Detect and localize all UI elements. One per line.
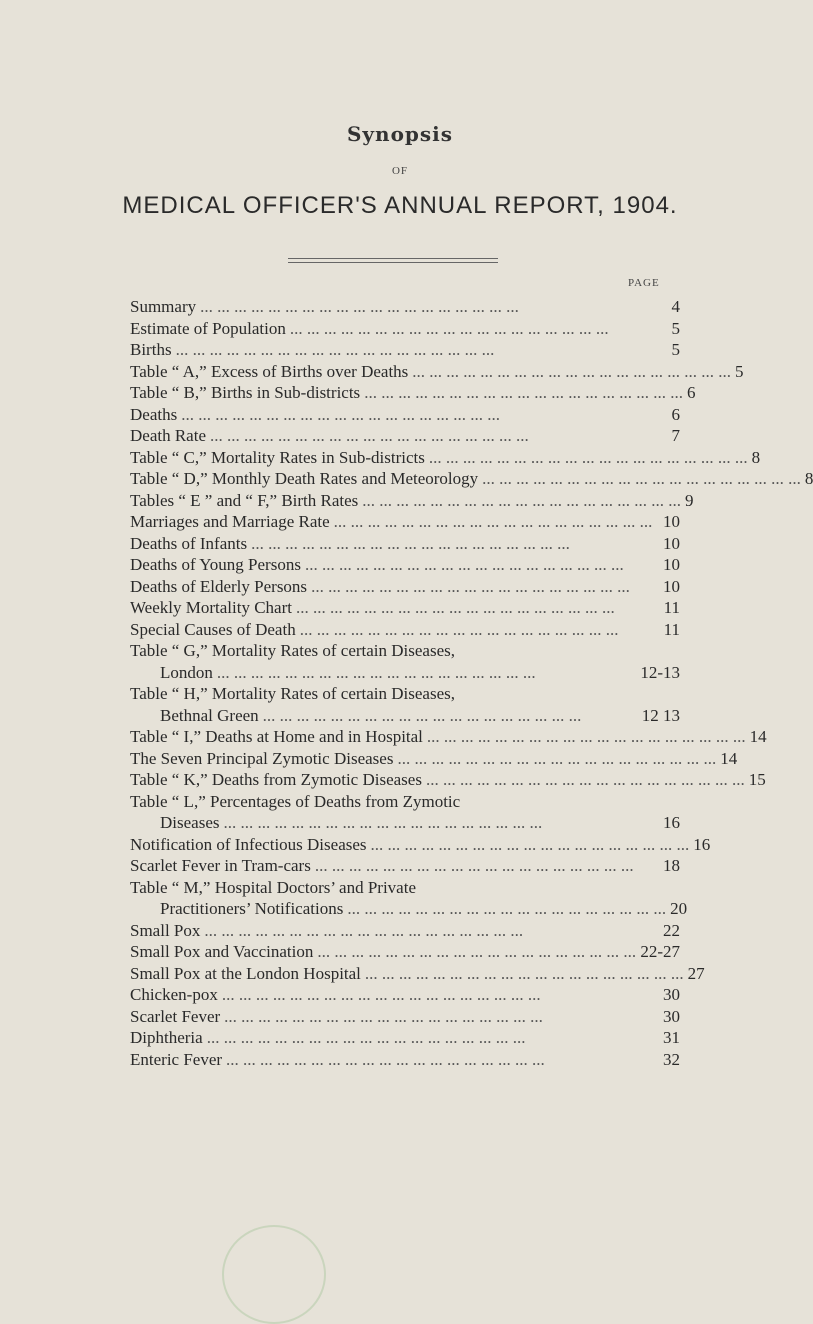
toc-entry-label: Table “ I,” Deaths at Home and in Hospital — [130, 727, 423, 746]
toc-entry-label: Marriages and Marriage Rate — [130, 512, 330, 531]
toc-entry — [130, 791, 680, 813]
dot-leader: ... ... ... ... ... ... ... ... ... ... ... ... ... ... ... ... ... ... ... — [362, 490, 682, 510]
report-title: MEDICAL OFFICER'S ANNUAL REPORT, 1904. — [122, 192, 678, 219]
toc-entry-label: Table “ H,” Mortality Rates of certain Diseases, — [130, 684, 456, 703]
toc-entry-page: 8 — [804, 469, 813, 488]
dot-leader: ... ... ... ... ... ... ... ... ... ... ... ... ... ... ... ... ... ... ... — [289, 318, 609, 338]
toc-entry-page: 9 — [685, 490, 694, 510]
toc-entry — [130, 554, 680, 576]
toc-entry-page: 20 — [670, 899, 688, 918]
dot-leader: ... ... ... ... ... ... ... ... ... ... ... ... ... ... ... ... ... ... ... — [221, 985, 541, 1004]
dot-leader: ... ... ... ... ... ... ... ... ... ... ... ... ... ... ... ... ... ... ... — [397, 748, 717, 768]
toc-entry-page: 14 — [720, 748, 738, 768]
dot-leader: ... ... ... ... ... ... ... ... ... ... ... ... ... ... ... ... ... ... ... — [224, 1006, 543, 1026]
toc-entry — [130, 1027, 680, 1049]
toc-entry-page: 30 — [663, 1006, 680, 1026]
title-rule — [288, 258, 498, 263]
toc-entry-label: Table “ A,” Excess of Births over Deaths — [130, 361, 409, 381]
dot-leader: ... ... ... ... ... ... ... ... ... ... ... ... ... ... ... ... ... ... ... — [364, 383, 683, 402]
toc-entry-page: 12 13 — [641, 705, 680, 725]
toc-entry-label: Death Rate — [130, 426, 206, 445]
toc-entry — [130, 447, 761, 469]
toc-entry — [130, 576, 680, 598]
toc-entry-label: Table “ C,” Mortality Rates in Sub-districts — [130, 447, 425, 467]
dot-leader: ... ... ... ... ... ... ... ... ... ... ... ... ... ... ... ... ... ... ... — [347, 899, 667, 918]
dot-leader: ... ... ... ... ... ... ... ... ... ... ... ... ... ... ... ... ... ... ... — [412, 361, 732, 381]
toc-entry-label: Deaths of Elderly Persons — [130, 576, 308, 596]
dot-leader: ... ... ... ... ... ... ... ... ... ... ... ... ... ... ... ... ... ... ... — [482, 469, 801, 488]
library-stamp — [222, 1225, 326, 1324]
toc-entry-page: 4 — [671, 297, 680, 316]
toc-entry-page: 10 — [663, 533, 680, 553]
toc-entry-label: Scarlet Fever — [130, 1006, 221, 1026]
dot-leader: ... ... ... ... ... ... ... ... ... ... ... ... ... ... ... ... ... ... ... — [370, 834, 690, 854]
toc-entry-label: Table “ B,” Births in Sub-districts — [130, 383, 361, 402]
toc-entry-page: 8 — [751, 447, 761, 467]
toc-entry-continuation — [130, 898, 688, 920]
dot-leader: ... ... ... ... ... ... ... ... ... ... ... ... ... ... ... ... ... ... ... — [426, 727, 746, 746]
toc-entry — [130, 361, 744, 383]
toc-entry — [130, 984, 680, 1006]
toc-entry — [130, 597, 680, 619]
dot-leader: ... ... ... ... ... ... ... ... ... ... ... ... ... ... ... ... ... ... ... — [311, 576, 630, 596]
toc-entry-label: Small Pox — [130, 920, 201, 940]
toc-entry-label: Summary — [130, 297, 197, 316]
toc-entry-label: The Seven Principal Zymotic Diseases — [130, 748, 394, 768]
toc-entry — [130, 855, 680, 877]
dot-leader: ... ... ... ... ... ... ... ... ... ... ... ... ... ... ... ... ... ... ... — [181, 404, 500, 424]
toc-entry-page: 14 — [749, 727, 767, 746]
toc-entry — [130, 726, 767, 748]
toc-entry-page: 30 — [663, 985, 680, 1004]
toc-entry-label: Births — [130, 340, 172, 359]
toc-entry-label: Table “ D,” Monthly Death Rates and Meteorology — [130, 469, 479, 488]
dot-leader: ... ... ... ... ... ... ... ... ... ... ... ... ... ... ... ... ... ... ... — [364, 963, 684, 983]
dot-leader: ... ... ... ... ... ... ... ... ... ... ... ... ... ... ... ... ... ... ... — [304, 555, 624, 574]
toc-entry — [130, 683, 680, 705]
toc-entry — [130, 1006, 680, 1028]
toc-entry-label: Table “ L,” Percentages of Deaths from Zymotic — [130, 791, 461, 811]
toc-entry-page: 22 — [663, 920, 680, 940]
dot-leader: ... ... ... ... ... ... ... ... ... ... ... ... ... ... ... ... ... ... ... — [200, 297, 519, 316]
toc-entry-label: Diseases — [160, 813, 220, 832]
toc-entry-page: 22-27 — [640, 942, 680, 961]
toc-entry-label: Chicken-pox — [130, 985, 218, 1004]
toc-entry-label: Enteric Fever — [130, 1049, 223, 1069]
toc-entry — [130, 640, 680, 662]
toc-entry-page: 6 — [671, 404, 680, 424]
dot-leader: ... ... ... ... ... ... ... ... ... ... ... ... ... ... ... ... ... ... ... — [425, 770, 745, 789]
toc-entry — [130, 468, 813, 490]
toc-entry — [130, 877, 680, 899]
toc-entry-label: Scarlet Fever in Tram-cars — [130, 856, 311, 875]
toc-entry-label: Small Pox and Vaccination — [130, 942, 314, 961]
toc-entry-page: 18 — [663, 856, 680, 875]
toc-entry-page: 5 — [671, 340, 680, 359]
dot-leader: ... ... ... ... ... ... ... ... ... ... ... ... ... ... ... ... ... ... ... — [299, 619, 619, 639]
toc-entry-label: Deaths of Young Persons — [130, 555, 301, 574]
toc-entry — [130, 769, 766, 791]
toc-entry — [130, 963, 705, 985]
toc-entry-continuation — [130, 662, 680, 684]
toc-entry-label: Deaths of Infants — [130, 533, 248, 553]
toc-entry-page: 10 — [663, 555, 680, 574]
toc-entry-label: Small Pox at the London Hospital — [130, 963, 361, 983]
toc-entry-page: 10 — [663, 576, 680, 596]
toc-entry — [130, 382, 696, 404]
toc-entry-page: 12-13 — [640, 662, 680, 682]
toc-entry — [130, 296, 680, 318]
toc-entry-page: 32 — [663, 1049, 680, 1069]
toc-entry-page: 10 — [663, 512, 680, 531]
dot-leader: ... ... ... ... ... ... ... ... ... ... ... ... ... ... ... ... ... ... ... — [210, 426, 529, 445]
toc-entry — [130, 748, 738, 770]
dot-leader: ... ... ... ... ... ... ... ... ... ... ... ... ... ... ... ... ... ... ... — [204, 920, 524, 940]
toc-entry-label: Notification of Infectious Diseases — [130, 834, 367, 854]
toc-entry-label: Deaths — [130, 404, 178, 424]
toc-entry — [130, 619, 680, 641]
dot-leader: ... ... ... ... ... ... ... ... ... ... ... ... ... ... ... ... ... ... ... — [314, 856, 634, 875]
toc-entry-page: 5 — [671, 318, 680, 338]
toc-entry — [130, 1049, 680, 1071]
toc-entry-label: Table “ G,” Mortality Rates of certain Diseases, — [130, 641, 456, 660]
toc-entry — [130, 490, 694, 512]
toc-entry — [130, 941, 680, 963]
toc-entry-label: Special Causes of Death — [130, 619, 296, 639]
toc-entry-label: Table “ M,” Hospital Doctors’ and Private — [130, 877, 416, 897]
toc-entry-label: Diphtheria — [130, 1028, 203, 1047]
dot-leader: ... ... ... ... ... ... ... ... ... ... ... ... ... ... ... ... ... ... ... — [428, 447, 748, 467]
toc-entry-label: London — [160, 662, 213, 682]
dot-leader: ... ... ... ... ... ... ... ... ... ... ... ... ... ... ... ... ... ... ... — [333, 512, 653, 531]
toc-entry-label: Practitioners’ Notifications — [160, 899, 344, 918]
dot-leader: ... ... ... ... ... ... ... ... ... ... ... ... ... ... ... ... ... ... ... — [317, 942, 637, 961]
toc-entry-page: 6 — [686, 383, 696, 402]
toc-entry — [130, 920, 680, 942]
dot-leader: ... ... ... ... ... ... ... ... ... ... ... ... ... ... ... ... ... ... ... — [175, 340, 495, 359]
toc-entry — [130, 834, 711, 856]
toc-entry-label: Table “ K,” Deaths from Zymotic Diseases — [130, 770, 422, 789]
toc-entry-page: 11 — [663, 598, 680, 617]
toc-entry-page: 11 — [663, 619, 680, 639]
toc-entry — [130, 533, 680, 555]
dot-leader: ... ... ... ... ... ... ... ... ... ... ... ... ... ... ... ... ... ... ... — [295, 598, 615, 617]
dot-leader: ... ... ... ... ... ... ... ... ... ... ... ... ... ... ... ... ... ... ... — [206, 1028, 526, 1047]
toc-entry-page: 7 — [671, 426, 680, 445]
toc-entry-page: 31 — [663, 1028, 680, 1047]
toc-entry-page: 16 — [663, 813, 680, 832]
of-label: OF — [391, 165, 409, 177]
toc-entry-page: 27 — [687, 963, 705, 983]
table-of-contents — [130, 296, 813, 1070]
toc-entry — [130, 425, 680, 447]
toc-entry-continuation — [130, 812, 680, 834]
toc-entry-label: Weekly Mortality Chart — [130, 598, 292, 617]
dot-leader: ... ... ... ... ... ... ... ... ... ... ... ... ... ... ... ... ... ... ... — [226, 1049, 545, 1069]
toc-entry — [130, 511, 680, 533]
toc-entry-continuation — [130, 705, 680, 727]
dot-leader: ... ... ... ... ... ... ... ... ... ... ... ... ... ... ... ... ... ... ... — [262, 705, 582, 725]
dot-leader: ... ... ... ... ... ... ... ... ... ... ... ... ... ... ... ... ... ... ... — [216, 662, 536, 682]
toc-entry-page: 16 — [693, 834, 711, 854]
toc-entry — [130, 339, 680, 361]
dot-leader: ... ... ... ... ... ... ... ... ... ... ... ... ... ... ... ... ... ... ... — [223, 813, 543, 832]
page-column-label: PAGE — [628, 277, 660, 289]
toc-entry-label: Bethnal Green — [160, 705, 259, 725]
toc-entry-page: 15 — [748, 770, 766, 789]
toc-entry-label: Tables “ E ” and “ F,” Birth Rates — [130, 490, 359, 510]
toc-entry — [130, 318, 680, 340]
toc-entry-page: 5 — [735, 361, 744, 381]
toc-entry — [130, 404, 680, 426]
toc-entry-label: Estimate of Population — [130, 318, 286, 338]
dot-leader: ... ... ... ... ... ... ... ... ... ... ... ... ... ... ... ... ... ... ... — [251, 533, 570, 553]
synopsis-heading: Synopsis — [346, 122, 454, 146]
